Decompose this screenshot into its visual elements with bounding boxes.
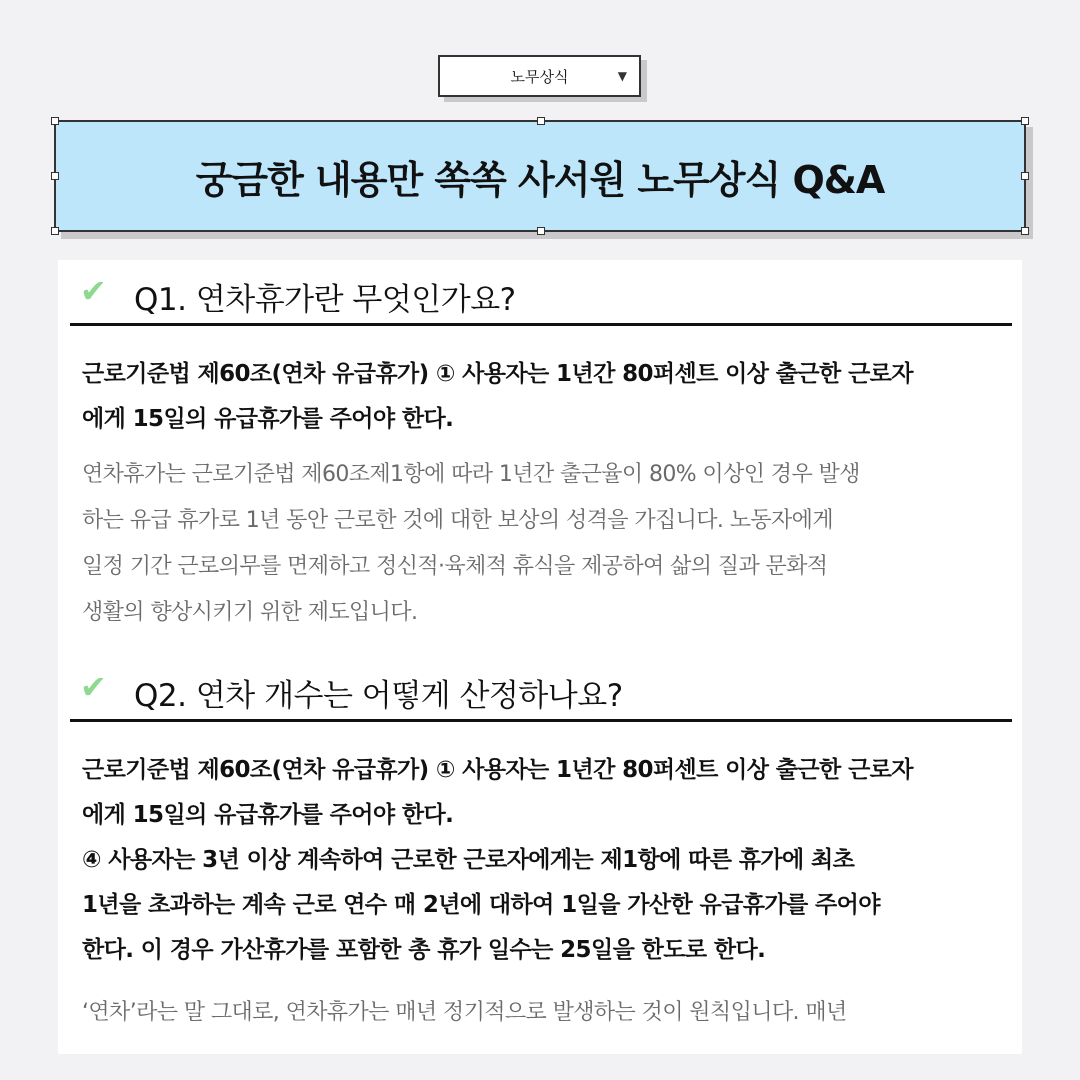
explanation-line: 하는 유급 휴가로 1년 동안 근로한 것에 대한 보상의 성격을 가집니다. 노동자에게: [82, 508, 833, 533]
resize-handle-bottom-left[interactable]: [51, 227, 59, 235]
law-line: 에게 15일의 유급휴가를 주어야 한다.: [82, 406, 454, 432]
chevron-down-icon: ▼: [617, 69, 627, 83]
law-line: ④ 사용자는 3년 이상 계속하여 근로한 근로자에게는 제1항에 따른 휴가에 최초: [82, 847, 855, 873]
question-title-1: Q1. 연차휴가란 무엇인가요?: [134, 282, 516, 318]
title-banner: [54, 120, 1026, 232]
question-header-2: [70, 656, 1012, 722]
resize-handle-bottom[interactable]: [537, 227, 545, 235]
checkmark-icon: ✔: [80, 272, 107, 310]
category-dropdown[interactable]: [438, 55, 641, 97]
question-header-1: [70, 260, 1012, 326]
law-line: 한다. 이 경우 가산휴가를 포함한 총 휴가 일수는 25일을 한도로 한다.: [82, 937, 766, 963]
qa-content: [58, 260, 1022, 1054]
page-title: 궁금한 내용만 쏙쏙 사서원 노무상식 Q&A: [195, 157, 885, 202]
law-line: 근로기준법 제60조(연차 유급휴가) ① 사용자는 1년간 80퍼센트 이상 출근한 근로자: [82, 757, 913, 783]
checkmark-icon: ✔: [80, 668, 107, 706]
explanation-line: 생활의 향상시키기 위한 제도입니다.: [82, 600, 418, 625]
explanation-line: 연차휴가는 근로기준법 제60조제1항에 따라 1년간 출근율이 80% 이상인 경우 발생: [82, 462, 860, 487]
explanation-text-2: [82, 990, 1002, 1036]
resize-handle-top-right[interactable]: [1021, 117, 1029, 125]
law-line: 1년을 초과하는 계속 근로 연수 매 2년에 대하여 1일을 가산한 유급휴가를 주어야: [82, 892, 880, 918]
resize-handle-top[interactable]: [537, 117, 545, 125]
resize-handle-right[interactable]: [1021, 172, 1029, 180]
resize-handle-bottom-right[interactable]: [1021, 227, 1029, 235]
explanation-text-1: [82, 452, 1002, 636]
explanation-line: 일정 기간 근로의무를 면제하고 정신적·육체적 휴식을 제공하여 삶의 질과 문화적: [82, 554, 828, 579]
law-text-2: [82, 748, 1002, 973]
question-title-2: Q2. 연차 개수는 어떻게 산정하나요?: [134, 678, 623, 714]
category-dropdown-value: 노무상식: [510, 67, 569, 86]
law-line: 에게 15일의 유급휴가를 주어야 한다.: [82, 802, 454, 828]
law-text-1: [82, 352, 1002, 442]
resize-handle-top-left[interactable]: [51, 117, 59, 125]
law-line: 근로기준법 제60조(연차 유급휴가) ① 사용자는 1년간 80퍼센트 이상 출근한 근로자: [82, 361, 913, 387]
resize-handle-left[interactable]: [51, 172, 59, 180]
explanation-line: ‘연차’라는 말 그대로, 연차휴가는 매년 정기적으로 발생하는 것이 원칙입니다. 매년: [82, 1000, 847, 1025]
